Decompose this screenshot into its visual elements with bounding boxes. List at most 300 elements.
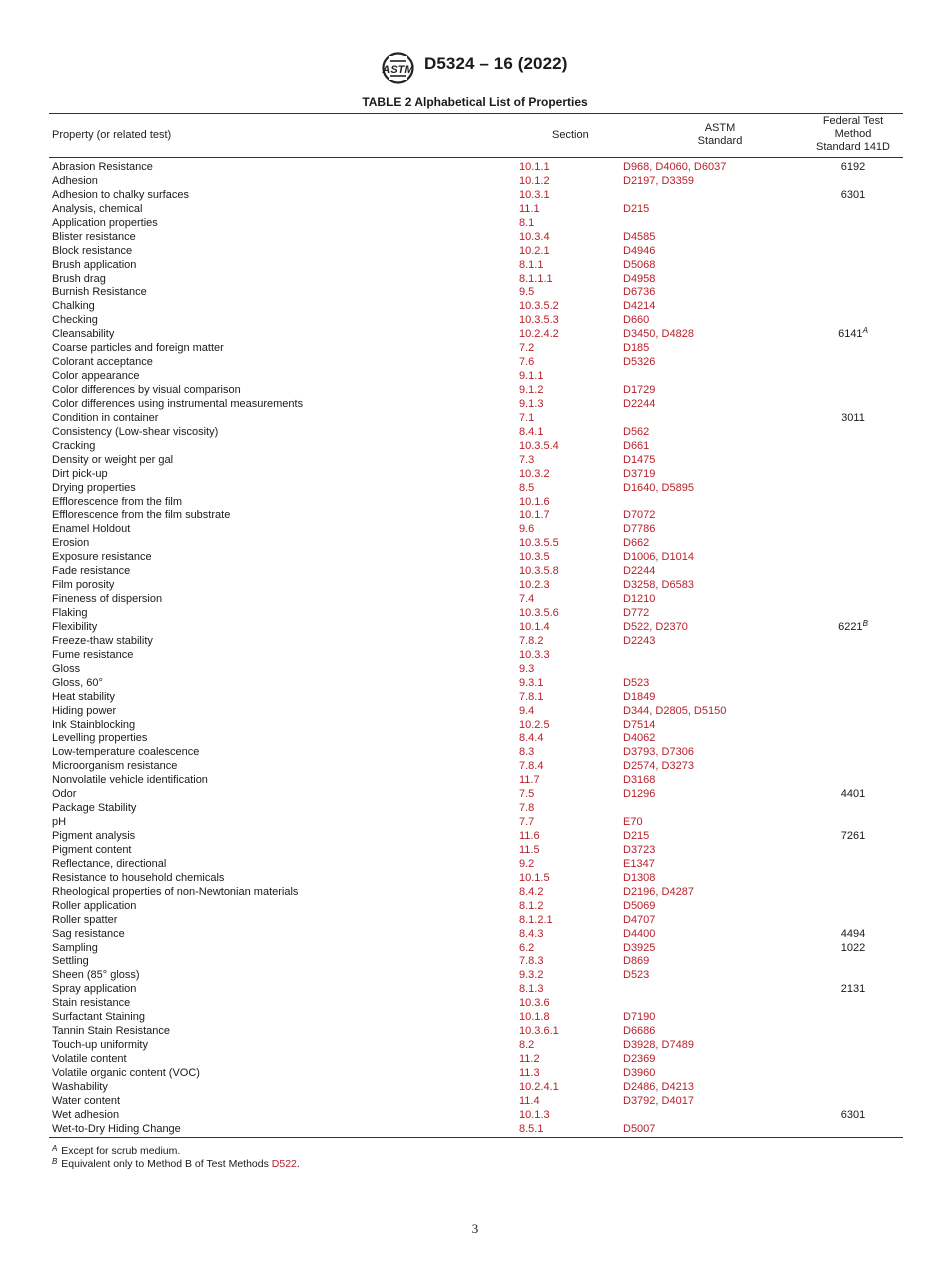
section-link[interactable]: 7.7	[519, 816, 535, 829]
astm-standard-link[interactable]: D3928, D7489	[623, 1039, 694, 1052]
properties-table-body	[0, 161, 950, 1137]
astm-standard-link[interactable]: D215	[623, 202, 650, 215]
section-link[interactable]: 10.3.5.4	[519, 439, 559, 452]
astm-standard-link[interactable]: D869	[623, 955, 650, 968]
property-name: pH	[52, 816, 67, 829]
section-link[interactable]: 10.3.3	[519, 648, 550, 661]
table-row	[0, 314, 950, 328]
property-name: Ink Stainblocking	[52, 718, 136, 731]
table-top-rule	[49, 113, 903, 114]
property-name: Coarse particles and foreign matter	[52, 342, 224, 355]
property-name: Color differences by visual comparison	[52, 384, 241, 396]
table-row	[0, 579, 950, 593]
table-title: TABLE 2 Alphabetical List of Properties	[362, 95, 588, 109]
section-link[interactable]: 10.3.5.2	[519, 300, 559, 313]
section-link[interactable]: 9.6	[519, 523, 535, 536]
footnote-standard-link[interactable]: D522	[271, 1158, 297, 1170]
section-link[interactable]: 9.1.2	[519, 384, 544, 396]
section-link[interactable]: 10.2.1	[519, 244, 550, 257]
column-header-property: Property (or related test)	[52, 129, 172, 141]
table-row	[0, 245, 950, 259]
astm-standard-link[interactable]: D6686	[623, 1025, 656, 1038]
page-header	[0, 52, 950, 86]
astm-standard-link[interactable]: E1347	[623, 857, 655, 870]
astm-standard-link[interactable]: D1849	[623, 690, 656, 703]
section-link[interactable]: 9.4	[519, 704, 535, 717]
section-link[interactable]: 11.3	[519, 1066, 540, 1079]
section-link[interactable]: 11.1	[519, 202, 540, 215]
page-number: 3	[471, 1221, 479, 1236]
table-row	[0, 788, 950, 802]
property-name: Reflectance, directional	[52, 857, 167, 870]
table-row	[0, 746, 950, 760]
federal-method-number: 6141	[838, 328, 863, 341]
astm-standard-link[interactable]: D660	[623, 314, 650, 327]
table-row	[0, 969, 950, 983]
table-row	[0, 273, 950, 287]
footnote-b	[52, 1157, 300, 1170]
property-name: Tannin Stain Resistance	[52, 1025, 171, 1038]
property-name: Volatile organic content (VOC)	[52, 1066, 200, 1079]
table-row	[0, 426, 950, 440]
table-row	[0, 1081, 950, 1095]
property-name: Adhesion to chalky surfaces	[52, 188, 189, 201]
table-row	[0, 509, 950, 523]
column-header-federal-line: Standard 141D	[816, 141, 890, 153]
property-name: Colorant acceptance	[52, 356, 153, 369]
footnote-a	[52, 1144, 180, 1157]
section-link[interactable]: 10.3.4	[519, 230, 550, 243]
table-row	[0, 1053, 950, 1067]
property-name: Roller spatter	[52, 913, 118, 926]
table-row	[0, 259, 950, 273]
property-name: Rheological properties of non-Newtonian materials	[52, 885, 299, 898]
astm-standard-link[interactable]: D6736	[623, 286, 656, 299]
astm-standard-link[interactable]: D523	[623, 969, 650, 982]
section-link[interactable]: 11.2	[519, 1053, 540, 1065]
property-name: Film porosity	[52, 579, 115, 592]
table-row	[0, 774, 950, 788]
astm-standard-link[interactable]: D2574, D3273	[623, 760, 694, 773]
property-name: Gloss, 60°	[52, 676, 103, 689]
astm-standard-link[interactable]: D2369	[623, 1053, 656, 1065]
section-link[interactable]: 11.6	[519, 830, 540, 842]
astm-standard-link[interactable]: D1729	[623, 384, 656, 396]
section-link[interactable]: 8.5	[519, 481, 535, 494]
astm-standard-link[interactable]: D2244	[623, 565, 656, 578]
table-row	[0, 286, 950, 300]
table-row	[0, 983, 950, 997]
table-row	[0, 454, 950, 468]
table-row	[0, 705, 950, 719]
section-link[interactable]: 7.5	[519, 788, 535, 801]
astm-standard-link[interactable]: D2196, D4287	[623, 885, 694, 898]
column-header-federal	[800, 115, 906, 154]
section-link[interactable]: 8.3	[519, 746, 535, 759]
section-link[interactable]: 8.1.1.1	[519, 272, 553, 285]
section-link[interactable]: 9.2	[519, 857, 535, 870]
section-link[interactable]: 8.1.3	[519, 983, 544, 996]
astm-standard-link[interactable]: D7190	[623, 1011, 656, 1024]
section-link[interactable]: 8.1	[519, 216, 535, 229]
property-name: Wet-to-Dry Hiding Change	[52, 1122, 181, 1135]
property-name: Water content	[52, 1094, 121, 1107]
astm-standard-link[interactable]: D523	[623, 676, 650, 689]
footnote-mark: B	[52, 1157, 58, 1166]
table-row	[0, 607, 950, 621]
section-link[interactable]: 7.3	[519, 453, 535, 466]
astm-standard-link[interactable]: D3925	[623, 941, 656, 954]
table-row	[0, 412, 950, 426]
property-name: Sag resistance	[52, 927, 125, 940]
astm-standard-link[interactable]: D3168	[623, 774, 656, 787]
property-name: Drying properties	[52, 481, 136, 494]
property-name: Brush drag	[52, 272, 106, 285]
property-name: Hiding power	[52, 704, 117, 717]
table-row	[0, 691, 950, 705]
table-row	[0, 1067, 950, 1081]
section-link[interactable]: 11.5	[519, 843, 540, 856]
column-header-federal-line: Federal Test	[822, 115, 884, 127]
section-link[interactable]: 7.8.4	[519, 760, 544, 773]
section-link[interactable]: 9.1.3	[519, 397, 544, 410]
section-link[interactable]: 10.3.5.6	[519, 607, 559, 619]
table-row	[0, 649, 950, 663]
section-link[interactable]: 10.3.2	[519, 467, 550, 480]
table-row	[0, 231, 950, 245]
astm-standard-link[interactable]: D215	[623, 830, 650, 842]
property-name: Analysis, chemical	[52, 202, 143, 215]
section-link[interactable]: 7.8.3	[519, 955, 544, 968]
astm-standard-link[interactable]: E70	[623, 816, 643, 829]
property-name: Nonvolatile vehicle identification	[52, 774, 208, 787]
astm-standard-link[interactable]: D4214	[623, 300, 656, 313]
table-row	[0, 370, 950, 384]
astm-standard-link[interactable]: D3258, D6583	[623, 579, 694, 592]
property-name: Cleansability	[52, 328, 115, 341]
property-name: Microorganism resistance	[52, 760, 178, 773]
section-link[interactable]: 6.2	[519, 941, 535, 954]
section-link[interactable]: 10.1.6	[519, 495, 550, 508]
astm-standard-link[interactable]: D3960	[623, 1066, 656, 1079]
federal-method-number: 6221	[838, 620, 863, 633]
table-row	[0, 928, 950, 942]
federal-method-cell	[800, 830, 906, 844]
table-row	[0, 1095, 950, 1109]
property-name: Condition in container	[52, 411, 159, 424]
astm-standard-link[interactable]: D4585	[623, 230, 656, 243]
section-link[interactable]: 7.8.2	[519, 634, 544, 647]
table-row	[0, 328, 950, 342]
section-link[interactable]: 10.1.4	[519, 620, 550, 633]
table-row	[0, 496, 950, 510]
federal-method-cell	[800, 618, 906, 635]
federal-method-cell	[800, 189, 906, 203]
table-row	[0, 342, 950, 356]
table-row	[0, 203, 950, 217]
section-link[interactable]: 10.3.6	[519, 997, 550, 1010]
astm-standard-link[interactable]: D3450, D4828	[623, 328, 694, 341]
federal-method-cell	[800, 328, 906, 342]
footnote-reference: B	[862, 618, 868, 628]
section-link[interactable]: 8.4.2	[519, 885, 544, 898]
table-row	[0, 523, 950, 537]
table-row	[0, 565, 950, 579]
footnote-text: Equivalent only to Method B of Test Methods	[61, 1158, 269, 1170]
astm-standard-link[interactable]: D344, D2805, D5150	[623, 704, 727, 717]
astm-standard-link[interactable]: D1308	[623, 871, 656, 884]
property-name: Sampling	[52, 941, 98, 954]
table-row	[0, 300, 950, 314]
table-row	[0, 398, 950, 412]
table-header-rule	[49, 157, 903, 158]
property-name: Exposure resistance	[52, 551, 152, 564]
section-link[interactable]: 10.1.8	[519, 1011, 550, 1024]
astm-standard-link[interactable]: D4958	[623, 272, 656, 285]
astm-standard-link[interactable]: D7786	[623, 523, 656, 536]
astm-standard-link[interactable]: D2244	[623, 397, 656, 410]
section-link[interactable]: 10.1.1	[519, 161, 550, 173]
federal-method-number: 1022	[840, 941, 866, 954]
federal-method-number: 4494	[840, 927, 866, 940]
section-link[interactable]: 9.3	[519, 662, 535, 675]
federal-method-number: 4401	[840, 788, 866, 801]
section-link[interactable]: 10.3.1	[519, 188, 550, 201]
property-name: Washability	[52, 1080, 108, 1093]
astm-standard-link[interactable]: D662	[623, 537, 650, 550]
section-link[interactable]: 10.3.5.3	[519, 314, 559, 327]
property-name: Wet adhesion	[52, 1108, 120, 1121]
table-row	[0, 900, 950, 914]
section-link[interactable]: 9.3.2	[519, 969, 544, 982]
astm-standard-link[interactable]: D1475	[623, 453, 656, 466]
table-row	[0, 1011, 950, 1025]
section-link[interactable]: 7.6	[519, 356, 535, 369]
table-row	[0, 760, 950, 774]
section-link[interactable]: 10.1.3	[519, 1108, 550, 1121]
federal-method-cell	[800, 1109, 906, 1123]
astm-standard-link[interactable]: D4707	[623, 913, 656, 926]
astm-standard-link[interactable]: D5007	[623, 1122, 656, 1135]
section-link[interactable]: 8.1.1	[519, 258, 544, 271]
property-name: Fade resistance	[52, 565, 131, 578]
astm-standard-link[interactable]: D2197, D3359	[623, 174, 694, 187]
table-row	[0, 593, 950, 607]
section-link[interactable]: 10.2.4.2	[519, 328, 559, 341]
section-link[interactable]: 8.1.2.1	[519, 913, 553, 926]
table-row	[0, 161, 950, 175]
property-name: Burnish Resistance	[52, 286, 147, 299]
footnote-reference: A	[862, 326, 868, 336]
section-link[interactable]: 7.8	[519, 802, 535, 815]
section-link[interactable]: 7.1	[519, 411, 535, 424]
section-link[interactable]: 10.3.5.8	[519, 565, 559, 578]
federal-method-cell	[800, 942, 906, 956]
federal-method-number: 2131	[840, 983, 866, 996]
astm-standard-link[interactable]: D2243	[623, 634, 656, 647]
astm-standard-link[interactable]: D1296	[623, 788, 656, 801]
table-row	[0, 175, 950, 189]
property-name: Low-temperature coalescence	[52, 746, 200, 759]
table-row	[0, 551, 950, 565]
table-row	[0, 482, 950, 496]
astm-logo-icon	[380, 52, 416, 84]
section-link[interactable]: 7.4	[519, 593, 535, 606]
astm-standard-link[interactable]: D5069	[623, 899, 656, 912]
section-link[interactable]: 10.3.5	[519, 551, 550, 564]
federal-method-number: 7261	[840, 830, 866, 842]
property-name: Density or weight per gal	[52, 453, 174, 466]
federal-method-number: 6301	[840, 188, 866, 201]
section-link[interactable]: 11.4	[519, 1094, 540, 1107]
section-link[interactable]: 11.7	[519, 774, 540, 787]
astm-standard-link[interactable]: D3719	[623, 467, 656, 480]
property-name: Efflorescence from the film	[52, 495, 183, 508]
astm-standard-link[interactable]: D4946	[623, 244, 656, 257]
property-name: Blister resistance	[52, 230, 136, 243]
section-link[interactable]: 7.2	[519, 342, 535, 355]
astm-standard-link[interactable]: D3723	[623, 843, 656, 856]
property-name: Brush application	[52, 258, 137, 271]
property-name: Consistency (Low-shear viscosity)	[52, 425, 219, 438]
property-name: Volatile content	[52, 1053, 127, 1065]
table-row	[0, 816, 950, 830]
astm-standard-link[interactable]: D562	[623, 425, 650, 438]
section-link[interactable]: 10.1.5	[519, 871, 550, 884]
footnote-period: .	[296, 1158, 300, 1170]
property-name: Roller application	[52, 899, 137, 912]
section-link[interactable]: 10.1.2	[519, 174, 550, 187]
astm-standard-link[interactable]: D7072	[623, 509, 656, 522]
property-name: Color appearance	[52, 370, 140, 383]
property-name: Enamel Holdout	[52, 523, 131, 536]
astm-standard-link[interactable]: D522, D2370	[623, 620, 688, 633]
property-name: Freeze-thaw stability	[52, 634, 153, 647]
section-link[interactable]: 9.1.1	[519, 370, 544, 383]
federal-method-cell	[800, 983, 906, 997]
table-bottom-rule	[49, 1137, 903, 1138]
table-row	[0, 1109, 950, 1123]
section-link[interactable]: 8.2	[519, 1039, 535, 1052]
section-link[interactable]: 10.2.4.1	[519, 1080, 559, 1093]
property-name: Dirt pick-up	[52, 467, 108, 480]
column-header-section: Section	[552, 129, 589, 141]
property-name: Pigment analysis	[52, 830, 136, 842]
property-name: Resistance to household chemicals	[52, 871, 225, 884]
federal-method-cell	[800, 161, 906, 175]
table-row	[0, 635, 950, 649]
property-name: Fume resistance	[52, 648, 134, 661]
federal-method-number: 6192	[840, 161, 866, 173]
table-row	[0, 955, 950, 969]
federal-method-cell	[800, 928, 906, 942]
astm-standard-link[interactable]: D661	[623, 439, 650, 452]
property-name: Heat stability	[52, 690, 115, 703]
astm-standard-link[interactable]: D1210	[623, 593, 656, 606]
table-row	[0, 802, 950, 816]
table-row	[0, 677, 950, 691]
table-row	[0, 537, 950, 551]
astm-standard-link[interactable]: D3793, D7306	[623, 746, 694, 759]
section-link[interactable]: 9.5	[519, 286, 535, 299]
property-name: Sheen (85° gloss)	[52, 969, 140, 982]
property-name: Efflorescence from the film substrate	[52, 509, 231, 522]
property-name: Touch-up uniformity	[52, 1039, 148, 1052]
section-link[interactable]: 8.4.3	[519, 927, 544, 940]
table-row	[0, 844, 950, 858]
property-name: Checking	[52, 314, 98, 327]
property-name: Odor	[52, 788, 77, 801]
astm-standard-link[interactable]: D1640, D5895	[623, 481, 694, 494]
astm-standard-link[interactable]: D968, D4060, D6037	[623, 161, 727, 173]
property-name: Color differences using instrumental measurements	[52, 397, 304, 410]
property-name: Flexibility	[52, 620, 98, 633]
table-row	[0, 1039, 950, 1053]
property-name: Surfactant Staining	[52, 1011, 145, 1024]
property-name: Block resistance	[52, 244, 133, 257]
section-link[interactable]: 10.3.6.1	[519, 1025, 559, 1038]
property-name: Gloss	[52, 662, 81, 675]
table-row	[0, 468, 950, 482]
astm-standard-link[interactable]: D772	[623, 607, 650, 619]
section-link[interactable]: 8.1.2	[519, 899, 544, 912]
astm-standard-link[interactable]: D5068	[623, 258, 656, 271]
astm-standard-link[interactable]: D5326	[623, 356, 656, 369]
section-link[interactable]: 10.2.5	[519, 718, 550, 731]
table-row	[0, 384, 950, 398]
section-link[interactable]: 8.4.1	[519, 425, 544, 438]
svg-text:ASTM: ASTM	[382, 64, 414, 76]
column-header-astm-line: Standard	[697, 135, 743, 147]
property-name: Stain resistance	[52, 997, 131, 1010]
section-link[interactable]: 7.8.1	[519, 690, 544, 703]
astm-standard-link[interactable]: D4400	[623, 927, 656, 940]
section-link[interactable]: 10.1.7	[519, 509, 550, 522]
table-row	[0, 1025, 950, 1039]
section-link[interactable]: 9.3.1	[519, 676, 544, 689]
table-row	[0, 872, 950, 886]
property-name: Flaking	[52, 607, 88, 619]
property-name: Cracking	[52, 439, 96, 452]
property-name: Pigment content	[52, 843, 132, 856]
table-row	[0, 830, 950, 844]
section-link[interactable]: 10.3.5.5	[519, 537, 559, 550]
astm-standard-link[interactable]: D7514	[623, 718, 656, 731]
property-name: Chalking	[52, 300, 95, 313]
table-row	[0, 440, 950, 454]
footnote-text: Except for scrub medium.	[61, 1145, 181, 1157]
table-row	[0, 942, 950, 956]
astm-standard-link[interactable]: D1006, D1014	[623, 551, 694, 564]
astm-standard-link[interactable]: D4062	[623, 732, 656, 745]
table-row	[0, 914, 950, 928]
section-link[interactable]: 8.5.1	[519, 1122, 544, 1135]
table-row	[0, 618, 950, 635]
federal-method-cell	[800, 412, 906, 426]
property-name: Package Stability	[52, 802, 137, 815]
astm-standard-link[interactable]: D2486, D4213	[623, 1080, 694, 1093]
property-name: Spray application	[52, 983, 137, 996]
property-name: Fineness of dispersion	[52, 593, 163, 606]
table-row	[0, 189, 950, 203]
table-row	[0, 886, 950, 900]
astm-standard-link[interactable]: D185	[623, 342, 650, 355]
column-header-astm-line: ASTM	[704, 122, 736, 134]
property-name: Levelling properties	[52, 732, 148, 745]
astm-standard-link[interactable]: D3792, D4017	[623, 1094, 694, 1107]
section-link[interactable]: 10.2.3	[519, 579, 550, 592]
section-link[interactable]: 8.4.4	[519, 732, 544, 745]
